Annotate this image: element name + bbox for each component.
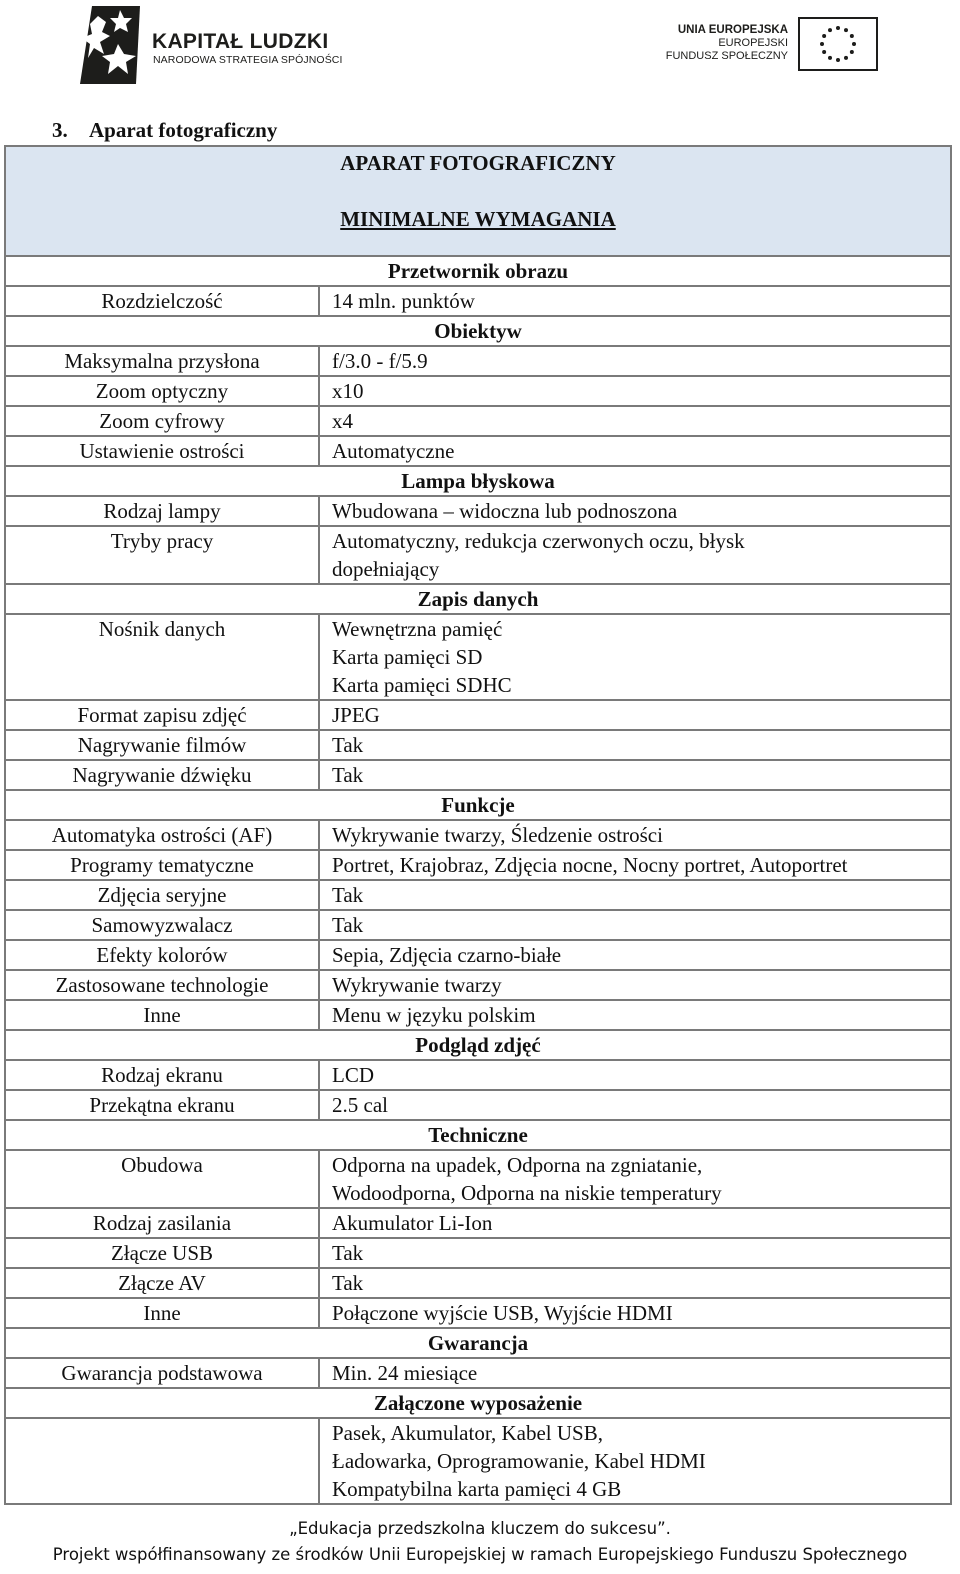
eu-star-icon xyxy=(844,28,848,32)
group-row xyxy=(5,790,951,820)
spec-value-line: Odporna na upadek, Odporna na zgniatanie, xyxy=(332,1153,703,1177)
group-heading: Lampa błyskowa xyxy=(5,466,951,496)
spec-label: Maksymalna przysłona xyxy=(5,346,319,376)
spec-label: Zdjęcia seryjne xyxy=(5,880,319,910)
spec-label: Nagrywanie dźwięku xyxy=(5,760,319,790)
table-row xyxy=(5,286,951,316)
table-row xyxy=(5,1150,951,1208)
eu-star-icon xyxy=(850,50,854,54)
footer-line-1: „Edukacja przedszkolna kluczem do sukcesu”. xyxy=(289,1519,671,1538)
eu-star-icon xyxy=(850,34,854,38)
spec-label: Gwarancja podstawowa xyxy=(5,1358,319,1388)
spec-value xyxy=(319,614,951,700)
spec-value xyxy=(319,1150,951,1208)
table-row xyxy=(5,496,951,526)
spec-value-line: x4 xyxy=(332,409,353,433)
table-row xyxy=(5,880,951,910)
table-row xyxy=(5,850,951,880)
banner-subtitle: MINIMALNE WYMAGANIA xyxy=(340,207,616,231)
eu-line-3: FUNDUSZ SPOŁECZNY xyxy=(665,50,788,62)
spec-value xyxy=(319,1208,951,1238)
table-row xyxy=(5,376,951,406)
spec-label: Ustawienie ostrości xyxy=(5,436,319,466)
spec-value-line: Tak xyxy=(332,883,364,907)
spec-value-line: Wykrywanie twarzy xyxy=(332,973,502,997)
logo-title: KAPITAŁ LUDZKI xyxy=(152,30,329,53)
spec-value-line: Tak xyxy=(332,1241,364,1265)
eu-star-icon xyxy=(828,28,832,32)
group-heading: Przetwornik obrazu xyxy=(5,256,951,286)
spec-value-line: LCD xyxy=(332,1063,374,1087)
spec-value-line: Tak xyxy=(332,1271,364,1295)
eu-star-icon xyxy=(822,50,826,54)
spec-label: Format zapisu zdjęć xyxy=(5,700,319,730)
banner-title: APARAT FOTOGRAFICZNY xyxy=(340,151,616,175)
eu-star-icon xyxy=(836,58,840,62)
spec-value xyxy=(319,1090,951,1120)
spec-label: Zastosowane technologie xyxy=(5,970,319,1000)
table-row xyxy=(5,1268,951,1298)
table-row xyxy=(5,1208,951,1238)
section-title: Aparat fotograficzny xyxy=(89,118,278,142)
spec-value-line: Wodoodporna, Odporna na niskie temperatury xyxy=(332,1181,722,1205)
spec-value-line: Min. 24 miesiące xyxy=(332,1361,478,1385)
table-row xyxy=(5,1238,951,1268)
spec-value xyxy=(319,730,951,760)
logo-subtitle: NARODOWA STRATEGIA SPÓJNOŚCI xyxy=(153,54,343,66)
spec-value-line: Tak xyxy=(332,763,364,787)
kapital-ludzki-logo-icon xyxy=(78,4,140,86)
group-row xyxy=(5,584,951,614)
spec-value xyxy=(319,346,951,376)
table-row xyxy=(5,910,951,940)
spec-value-line: Tak xyxy=(332,913,364,937)
spec-value xyxy=(319,286,951,316)
group-row xyxy=(5,1030,951,1060)
spec-label: Obudowa xyxy=(5,1150,319,1208)
spec-value-line: Połączone wyjście USB, Wyjście HDMI xyxy=(332,1301,673,1325)
spec-value xyxy=(319,376,951,406)
spec-value-line: Automatyczne xyxy=(332,439,455,463)
spec-value xyxy=(319,1238,951,1268)
spec-value xyxy=(319,910,951,940)
group-heading: Techniczne xyxy=(5,1120,951,1150)
table-row xyxy=(5,1358,951,1388)
eu-line-1: UNIA EUROPEJSKA xyxy=(677,24,788,36)
spec-value xyxy=(319,1298,951,1328)
group-heading: Gwarancja xyxy=(5,1328,951,1358)
spec-value-line: Ładowarka, Oprogramowanie, Kabel HDMI xyxy=(332,1449,706,1473)
footer-line-2: Projekt współfinansowany ze środków Unii Europejskiej w ramach Europejskiego Funduszu Społecznego xyxy=(52,1545,908,1564)
group-row xyxy=(5,1120,951,1150)
spec-value-line: 14 mln. punktów xyxy=(332,289,475,313)
table-row xyxy=(5,1418,951,1504)
group-heading: Obiektyw xyxy=(5,316,951,346)
group-row xyxy=(5,256,951,286)
spec-value-line: Automatyczny, redukcja czerwonych oczu, błysk xyxy=(332,529,745,553)
table-row xyxy=(5,436,951,466)
table-row xyxy=(5,526,951,584)
spec-value xyxy=(319,1358,951,1388)
group-row xyxy=(5,1388,951,1418)
spec-label: Złącze AV xyxy=(5,1268,319,1298)
group-heading: Zapis danych xyxy=(5,584,951,614)
table-row xyxy=(5,1298,951,1328)
spec-value-line: Karta pamięci SD xyxy=(332,645,483,669)
spec-label: Inne xyxy=(5,1000,319,1030)
table-row xyxy=(5,970,951,1000)
spec-value xyxy=(319,760,951,790)
spec-value-line: Portret, Krajobraz, Zdjęcia nocne, Nocny portret, Autoportret xyxy=(332,853,848,877)
spec-label: Inne xyxy=(5,1298,319,1328)
section-number: 3. xyxy=(52,118,68,142)
spec-label: Nagrywanie filmów xyxy=(5,730,319,760)
eu-star-icon xyxy=(822,34,826,38)
table-row xyxy=(5,1060,951,1090)
group-row xyxy=(5,1328,951,1358)
spec-label: Rozdzielczość xyxy=(5,286,319,316)
banner-cell xyxy=(5,146,951,256)
spec-value xyxy=(319,1268,951,1298)
spec-value xyxy=(319,1000,951,1030)
spec-label: Samowyzwalacz xyxy=(5,910,319,940)
table-row xyxy=(5,700,951,730)
spec-value-line: Sepia, Zdjęcia czarno-białe xyxy=(332,943,562,967)
table-row xyxy=(5,406,951,436)
spec-value-line: Karta pamięci SDHC xyxy=(332,673,512,697)
spec-value-line: dopełniający xyxy=(332,557,440,581)
page-header xyxy=(0,0,960,100)
spec-label: Zoom optyczny xyxy=(5,376,319,406)
spec-value xyxy=(319,700,951,730)
spec-label: Efekty kolorów xyxy=(5,940,319,970)
table-row xyxy=(5,730,951,760)
spec-value-line: Akumulator Li-Ion xyxy=(332,1211,493,1235)
eu-star-icon xyxy=(836,26,840,30)
table-row xyxy=(5,1000,951,1030)
spec-value xyxy=(319,850,951,880)
spec-value xyxy=(319,1418,951,1504)
spec-value xyxy=(319,406,951,436)
spec-label: Automatyka ostrości (AF) xyxy=(5,820,319,850)
spec-value-line: Wykrywanie twarzy, Śledzenie ostrości xyxy=(332,823,663,847)
spec-label: Rodzaj zasilania xyxy=(5,1208,319,1238)
group-heading: Funkcje xyxy=(5,790,951,820)
spec-table xyxy=(4,145,952,1505)
table-row xyxy=(5,760,951,790)
eu-line-2: EUROPEJSKI xyxy=(718,37,788,49)
table-row xyxy=(5,820,951,850)
table-row xyxy=(5,614,951,700)
spec-value-line: f/3.0 - f/5.9 xyxy=(332,349,428,373)
table-row xyxy=(5,346,951,376)
group-heading: Załączone wyposażenie xyxy=(5,1388,951,1418)
eu-star-icon xyxy=(844,56,848,60)
group-heading: Podgląd zdjęć xyxy=(5,1030,951,1060)
spec-label: Przekątna ekranu xyxy=(5,1090,319,1120)
eu-flag-icon xyxy=(798,17,878,71)
spec-value-line: Wewnętrzna pamięć xyxy=(332,617,503,641)
spec-label: Zoom cyfrowy xyxy=(5,406,319,436)
spec-value xyxy=(319,970,951,1000)
spec-value-line: 2.5 cal xyxy=(332,1093,388,1117)
section-heading xyxy=(52,118,277,143)
spec-label: Złącze USB xyxy=(5,1238,319,1268)
spec-label: Programy tematyczne xyxy=(5,850,319,880)
eu-label xyxy=(666,24,788,63)
spec-value xyxy=(319,880,951,910)
table-row xyxy=(5,1090,951,1120)
eu-star-icon xyxy=(820,42,824,46)
eu-star-icon xyxy=(852,42,856,46)
spec-label xyxy=(5,1418,319,1504)
spec-value-line: Wbudowana – widoczna lub podnoszona xyxy=(332,499,678,523)
table-row xyxy=(5,940,951,970)
spec-value xyxy=(319,496,951,526)
spec-value xyxy=(319,940,951,970)
eu-star-icon xyxy=(828,56,832,60)
banner-row xyxy=(5,146,951,256)
spec-value-line: Menu w języku polskim xyxy=(332,1003,536,1027)
spec-value xyxy=(319,1060,951,1090)
spec-value-line: Kompatybilna karta pamięci 4 GB xyxy=(332,1477,622,1501)
spec-label: Rodzaj ekranu xyxy=(5,1060,319,1090)
spec-value-line: JPEG xyxy=(332,703,380,727)
spec-value xyxy=(319,436,951,466)
spec-value-line: x10 xyxy=(332,379,364,403)
spec-value-line: Pasek, Akumulator, Kabel USB, xyxy=(332,1421,603,1445)
spec-value xyxy=(319,526,951,584)
spec-value-line: Tak xyxy=(332,733,364,757)
spec-value xyxy=(319,820,951,850)
group-row xyxy=(5,316,951,346)
spec-label: Tryby pracy xyxy=(5,526,319,584)
spec-label: Nośnik danych xyxy=(5,614,319,700)
group-row xyxy=(5,466,951,496)
spec-label: Rodzaj lampy xyxy=(5,496,319,526)
